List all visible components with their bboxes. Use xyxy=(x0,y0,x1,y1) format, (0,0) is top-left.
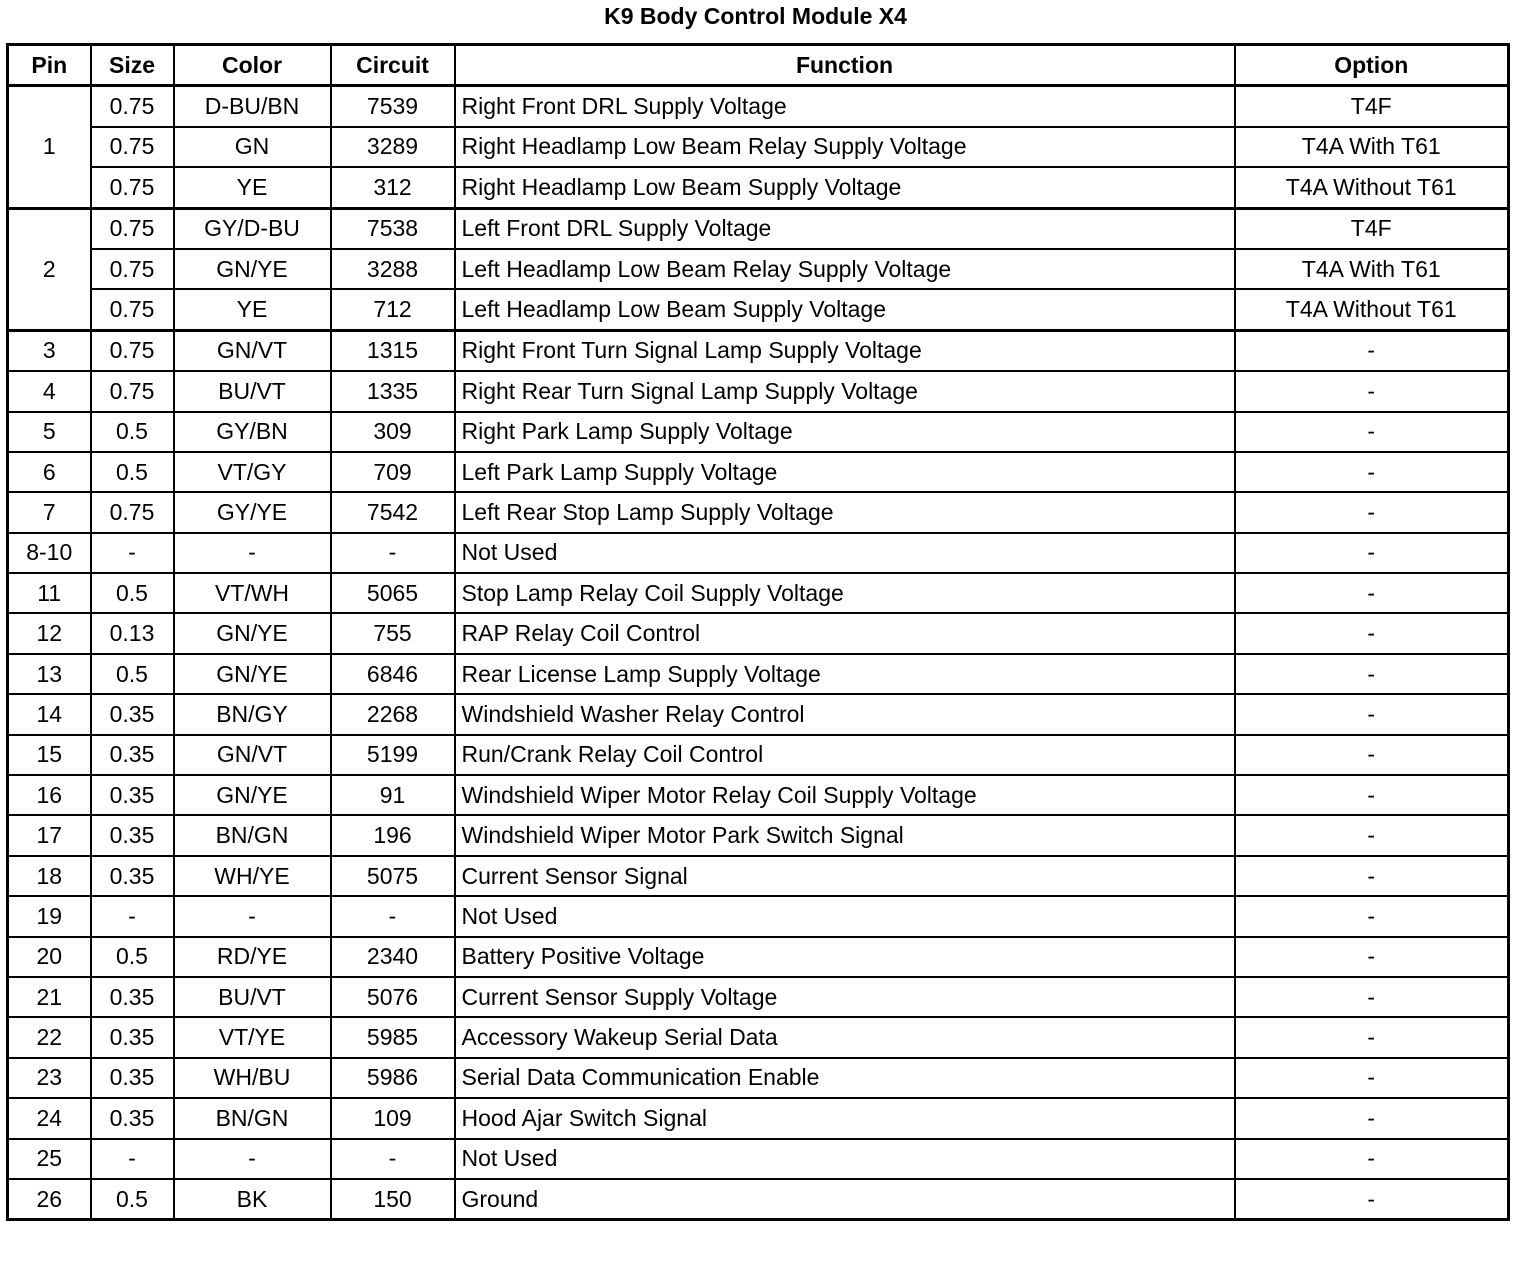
color-cell: VT/WH xyxy=(174,573,331,613)
size-cell: 0.35 xyxy=(91,856,174,896)
size-cell: 0.35 xyxy=(91,977,174,1017)
option-cell: T4A With T61 xyxy=(1235,249,1509,289)
color-cell: WH/YE xyxy=(174,856,331,896)
size-cell: 0.13 xyxy=(91,613,174,653)
color-cell: BN/GY xyxy=(174,694,331,734)
header-row xyxy=(8,45,1509,86)
option-cell: - xyxy=(1235,1179,1509,1220)
circuit-cell: 2268 xyxy=(331,694,455,734)
color-cell: GY/YE xyxy=(174,492,331,532)
option-cell: - xyxy=(1235,977,1509,1017)
color-cell: D-BU/BN xyxy=(174,86,331,127)
function-cell: Not Used xyxy=(455,533,1235,573)
pin-cell: 11 xyxy=(8,573,91,613)
circuit-cell: 7542 xyxy=(331,492,455,532)
function-cell: Left Front DRL Supply Voltage xyxy=(455,208,1235,249)
size-cell: 0.35 xyxy=(91,694,174,734)
function-cell: Windshield Wiper Motor Park Switch Signal xyxy=(455,815,1235,855)
function-cell: Run/Crank Relay Coil Control xyxy=(455,735,1235,775)
function-cell: Hood Ajar Switch Signal xyxy=(455,1098,1235,1138)
option-cell: - xyxy=(1235,330,1509,371)
pin-cell: 7 xyxy=(8,492,91,532)
color-cell: GY/BN xyxy=(174,412,331,452)
function-cell: Not Used xyxy=(455,1139,1235,1179)
function-cell: Current Sensor Signal xyxy=(455,856,1235,896)
table-row xyxy=(8,492,1509,532)
color-cell: YE xyxy=(174,167,331,208)
function-cell: Stop Lamp Relay Coil Supply Voltage xyxy=(455,573,1235,613)
circuit-cell: 312 xyxy=(331,167,455,208)
function-cell: Rear License Lamp Supply Voltage xyxy=(455,654,1235,694)
table-row xyxy=(8,856,1509,896)
size-cell: 0.75 xyxy=(91,371,174,411)
color-cell: - xyxy=(174,1139,331,1179)
pin-cell: 18 xyxy=(8,856,91,896)
option-cell: - xyxy=(1235,533,1509,573)
option-cell: - xyxy=(1235,856,1509,896)
option-cell: - xyxy=(1235,775,1509,815)
size-cell: 0.75 xyxy=(91,127,174,167)
pin-cell: 4 xyxy=(8,371,91,411)
table-row xyxy=(8,249,1509,289)
table-row xyxy=(8,127,1509,167)
color-cell: GN/VT xyxy=(174,330,331,371)
color-cell: GY/D-BU xyxy=(174,208,331,249)
pinout-table xyxy=(6,43,1510,1221)
circuit-cell: 7538 xyxy=(331,208,455,249)
table-row xyxy=(8,1179,1509,1220)
size-cell: 0.35 xyxy=(91,1098,174,1138)
option-cell: - xyxy=(1235,896,1509,936)
circuit-cell: 712 xyxy=(331,289,455,330)
table-row xyxy=(8,289,1509,330)
color-cell: YE xyxy=(174,289,331,330)
color-cell: GN/VT xyxy=(174,735,331,775)
option-cell: - xyxy=(1235,452,1509,492)
function-cell: Left Rear Stop Lamp Supply Voltage xyxy=(455,492,1235,532)
pin-cell: 22 xyxy=(8,1017,91,1057)
size-cell: 0.75 xyxy=(91,249,174,289)
table-row xyxy=(8,815,1509,855)
circuit-cell: 3288 xyxy=(331,249,455,289)
function-cell: Accessory Wakeup Serial Data xyxy=(455,1017,1235,1057)
size-cell: 0.35 xyxy=(91,1058,174,1098)
size-cell: - xyxy=(91,533,174,573)
table-row xyxy=(8,573,1509,613)
table-row xyxy=(8,1139,1509,1179)
color-cell: BK xyxy=(174,1179,331,1220)
function-cell: Current Sensor Supply Voltage xyxy=(455,977,1235,1017)
option-cell: - xyxy=(1235,492,1509,532)
circuit-cell: 309 xyxy=(331,412,455,452)
option-cell: - xyxy=(1235,1098,1509,1138)
circuit-cell: 6846 xyxy=(331,654,455,694)
option-cell: - xyxy=(1235,937,1509,977)
option-cell: - xyxy=(1235,1058,1509,1098)
table-row xyxy=(8,86,1509,127)
color-cell: GN/YE xyxy=(174,613,331,653)
option-cell: - xyxy=(1235,815,1509,855)
pin-cell: 6 xyxy=(8,452,91,492)
pin-cell: 23 xyxy=(8,1058,91,1098)
table-row xyxy=(8,330,1509,371)
color-cell: BN/GN xyxy=(174,815,331,855)
pin-cell: 26 xyxy=(8,1179,91,1220)
color-cell: - xyxy=(174,533,331,573)
table-row xyxy=(8,775,1509,815)
circuit-cell: 5076 xyxy=(331,977,455,1017)
size-cell: 0.35 xyxy=(91,735,174,775)
pin-column-header: Pin xyxy=(8,45,91,86)
size-cell: 0.5 xyxy=(91,1179,174,1220)
size-cell: 0.35 xyxy=(91,815,174,855)
pin-cell: 8-10 xyxy=(8,533,91,573)
size-cell: 0.75 xyxy=(91,330,174,371)
color-cell: GN/YE xyxy=(174,654,331,694)
option-cell: - xyxy=(1235,412,1509,452)
table-header xyxy=(8,45,1509,86)
circuit-cell: 5065 xyxy=(331,573,455,613)
table-row xyxy=(8,1017,1509,1057)
size-cell: 0.75 xyxy=(91,167,174,208)
size-cell: - xyxy=(91,896,174,936)
circuit-cell: - xyxy=(331,1139,455,1179)
table-row xyxy=(8,412,1509,452)
option-cell: T4F xyxy=(1235,86,1509,127)
table-row xyxy=(8,613,1509,653)
option-cell: - xyxy=(1235,654,1509,694)
table-row xyxy=(8,452,1509,492)
table-row xyxy=(8,208,1509,249)
circuit-cell: 1335 xyxy=(331,371,455,411)
color-cell: GN/YE xyxy=(174,775,331,815)
circuit-cell: - xyxy=(331,896,455,936)
size-cell: 0.5 xyxy=(91,654,174,694)
option-cell: T4A Without T61 xyxy=(1235,167,1509,208)
pin-cell: 25 xyxy=(8,1139,91,1179)
color-cell: - xyxy=(174,896,331,936)
circuit-cell: 7539 xyxy=(331,86,455,127)
function-cell: Right Headlamp Low Beam Relay Supply Voltage xyxy=(455,127,1235,167)
option-cell: - xyxy=(1235,1139,1509,1179)
table-row xyxy=(8,371,1509,411)
option-cell: - xyxy=(1235,613,1509,653)
table-row xyxy=(8,1098,1509,1138)
function-cell: Right Park Lamp Supply Voltage xyxy=(455,412,1235,452)
pin-cell: 21 xyxy=(8,977,91,1017)
function-cell: Windshield Wiper Motor Relay Coil Supply Voltage xyxy=(455,775,1235,815)
function-cell: Right Front Turn Signal Lamp Supply Voltage xyxy=(455,330,1235,371)
color-cell: VT/YE xyxy=(174,1017,331,1057)
circuit-cell: 91 xyxy=(331,775,455,815)
function-cell: Left Park Lamp Supply Voltage xyxy=(455,452,1235,492)
size-cell: 0.35 xyxy=(91,1017,174,1057)
pin-cell: 19 xyxy=(8,896,91,936)
function-column-header: Function xyxy=(455,45,1235,86)
option-cell: - xyxy=(1235,735,1509,775)
pin-cell: 20 xyxy=(8,937,91,977)
circuit-cell: 5075 xyxy=(331,856,455,896)
function-cell: Left Headlamp Low Beam Supply Voltage xyxy=(455,289,1235,330)
color-cell: GN xyxy=(174,127,331,167)
color-cell: RD/YE xyxy=(174,937,331,977)
circuit-cell: 3289 xyxy=(331,127,455,167)
table-row xyxy=(8,654,1509,694)
pin-cell: 5 xyxy=(8,412,91,452)
circuit-cell: - xyxy=(331,533,455,573)
table-row xyxy=(8,937,1509,977)
circuit-cell: 5985 xyxy=(331,1017,455,1057)
size-cell: 0.75 xyxy=(91,86,174,127)
table-row xyxy=(8,533,1509,573)
size-column-header: Size xyxy=(91,45,174,86)
size-cell: 0.75 xyxy=(91,208,174,249)
table-row xyxy=(8,896,1509,936)
pin-cell: 1 xyxy=(8,86,91,208)
color-cell: BU/VT xyxy=(174,977,331,1017)
size-cell: 0.5 xyxy=(91,937,174,977)
pin-cell: 17 xyxy=(8,815,91,855)
option-cell: T4F xyxy=(1235,208,1509,249)
table-row xyxy=(8,735,1509,775)
size-cell: - xyxy=(91,1139,174,1179)
color-column-header: Color xyxy=(174,45,331,86)
circuit-cell: 5986 xyxy=(331,1058,455,1098)
color-cell: WH/BU xyxy=(174,1058,331,1098)
circuit-cell: 755 xyxy=(331,613,455,653)
option-cell: - xyxy=(1235,1017,1509,1057)
circuit-cell: 1315 xyxy=(331,330,455,371)
size-cell: 0.5 xyxy=(91,412,174,452)
color-cell: BN/GN xyxy=(174,1098,331,1138)
pin-cell: 15 xyxy=(8,735,91,775)
pin-cell: 13 xyxy=(8,654,91,694)
circuit-cell: 109 xyxy=(331,1098,455,1138)
page-title: K9 Body Control Module X4 xyxy=(604,3,907,29)
pin-cell: 12 xyxy=(8,613,91,653)
color-cell: BU/VT xyxy=(174,371,331,411)
function-cell: Battery Positive Voltage xyxy=(455,937,1235,977)
pin-cell: 24 xyxy=(8,1098,91,1138)
function-cell: Right Front DRL Supply Voltage xyxy=(455,86,1235,127)
table-body xyxy=(8,86,1509,1220)
option-cell: - xyxy=(1235,694,1509,734)
size-cell: 0.5 xyxy=(91,573,174,613)
function-cell: Windshield Washer Relay Control xyxy=(455,694,1235,734)
size-cell: 0.75 xyxy=(91,289,174,330)
function-cell: Not Used xyxy=(455,896,1235,936)
option-column-header: Option xyxy=(1235,45,1509,86)
pin-cell: 16 xyxy=(8,775,91,815)
color-cell: VT/GY xyxy=(174,452,331,492)
size-cell: 0.75 xyxy=(91,492,174,532)
pin-cell: 14 xyxy=(8,694,91,734)
circuit-cell: 2340 xyxy=(331,937,455,977)
circuit-column-header: Circuit xyxy=(331,45,455,86)
table-row xyxy=(8,1058,1509,1098)
function-cell: Right Rear Turn Signal Lamp Supply Voltage xyxy=(455,371,1235,411)
circuit-cell: 709 xyxy=(331,452,455,492)
size-cell: 0.35 xyxy=(91,775,174,815)
option-cell: - xyxy=(1235,371,1509,411)
function-cell: Ground xyxy=(455,1179,1235,1220)
color-cell: GN/YE xyxy=(174,249,331,289)
function-cell: Right Headlamp Low Beam Supply Voltage xyxy=(455,167,1235,208)
function-cell: Serial Data Communication Enable xyxy=(455,1058,1235,1098)
option-cell: T4A Without T61 xyxy=(1235,289,1509,330)
table-row xyxy=(8,167,1509,208)
option-cell: T4A With T61 xyxy=(1235,127,1509,167)
circuit-cell: 196 xyxy=(331,815,455,855)
function-cell: RAP Relay Coil Control xyxy=(455,613,1235,653)
circuit-cell: 5199 xyxy=(331,735,455,775)
pin-cell: 3 xyxy=(8,330,91,371)
size-cell: 0.5 xyxy=(91,452,174,492)
pin-cell: 2 xyxy=(8,208,91,330)
table-row xyxy=(8,977,1509,1017)
function-cell: Left Headlamp Low Beam Relay Supply Voltage xyxy=(455,249,1235,289)
option-cell: - xyxy=(1235,573,1509,613)
table-row xyxy=(8,694,1509,734)
circuit-cell: 150 xyxy=(331,1179,455,1220)
